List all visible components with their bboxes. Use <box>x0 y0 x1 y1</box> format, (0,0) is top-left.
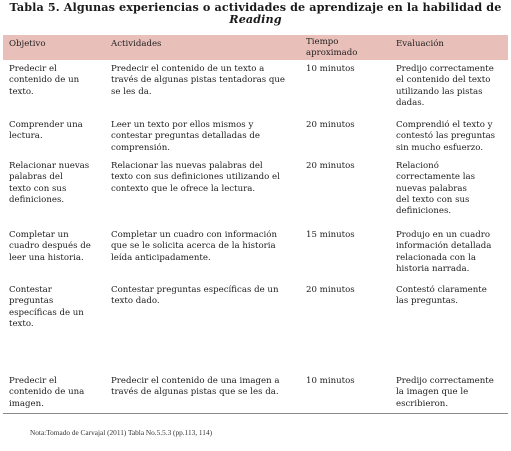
cell-actividades: Completar un cuadro con información que se le solicita acerca de la historia leída anticipadamente. <box>111 230 277 263</box>
cell-tiempo: 10 minutos <box>306 376 355 386</box>
cell-objetivo: Predecir el contenido de una imagen. <box>9 376 85 409</box>
cell-evaluacion: Relacionó correctamente las nuevas palabras del texto con sus definiciones. <box>396 161 476 217</box>
table-header-row <box>3 35 508 60</box>
table-title-line1: Tabla 5. Algunas experiencias o actividades de aprendizaje en la habilidad de <box>9 0 502 14</box>
header-tiempo: Tiempo aproximado <box>306 37 358 58</box>
cell-tiempo: 20 minutos <box>306 120 355 130</box>
cell-evaluacion: Comprendió el texto y contestó las preguntas sin mucho esfuerzo. <box>396 120 496 153</box>
cell-objetivo: Predecir el contenido de un texto. <box>9 64 80 97</box>
header-objetivo: Objetivo <box>9 39 46 49</box>
cell-objetivo: Relacionar nuevas palabras del texto con sus definiciones. <box>9 161 90 205</box>
cell-tiempo: 20 minutos <box>306 161 355 171</box>
cell-tiempo: 20 minutos <box>306 285 355 295</box>
cell-objetivo: Comprender una lectura. <box>9 120 83 142</box>
table-title-line2: Reading <box>229 12 282 26</box>
cell-evaluacion: Predijo correctamente el contenido del texto utilizando las pistas dadas. <box>396 64 494 108</box>
cell-evaluacion: Predijo correctamente la imagen que le escribieron. <box>396 376 494 409</box>
cell-objetivo: Completar un cuadro después de leer una historia. <box>9 230 91 263</box>
table-source-note: Nota:Tomado de Carvajal (2011) Tabla No.5.5.3 (pp.113, 114) <box>30 428 213 437</box>
cell-actividades: Relacionar las nuevas palabras del texto con sus definiciones utilizando el contexto que le ofrece la lectura. <box>111 161 280 194</box>
cell-actividades: Predecir el contenido de una imagen a través de algunas pistas que se les da. <box>111 376 280 398</box>
cell-objetivo: Contestar preguntas específicas de un texto. <box>9 285 84 329</box>
cell-actividades: Contestar preguntas específicas de un texto dado. <box>111 285 279 307</box>
cell-tiempo: 15 minutos <box>306 230 355 240</box>
cell-tiempo: 10 minutos <box>306 64 355 74</box>
header-evaluacion: Evaluación <box>396 39 444 49</box>
cell-actividades: Leer un texto por ellos mismos y contestar preguntas detalladas de comprensión. <box>111 120 261 153</box>
activities-table <box>3 35 508 414</box>
cell-actividades: Predecir el contenido de un texto a través de algunas pistas tentadoras que se les da. <box>111 64 285 97</box>
table-title <box>0 1 511 25</box>
cell-evaluacion: Produjo en un cuadro información detallada relacionada con la historia narrada. <box>396 230 492 274</box>
header-actividades: Actividades <box>111 39 162 49</box>
cell-evaluacion: Contestó claramente las preguntas. <box>396 285 487 307</box>
